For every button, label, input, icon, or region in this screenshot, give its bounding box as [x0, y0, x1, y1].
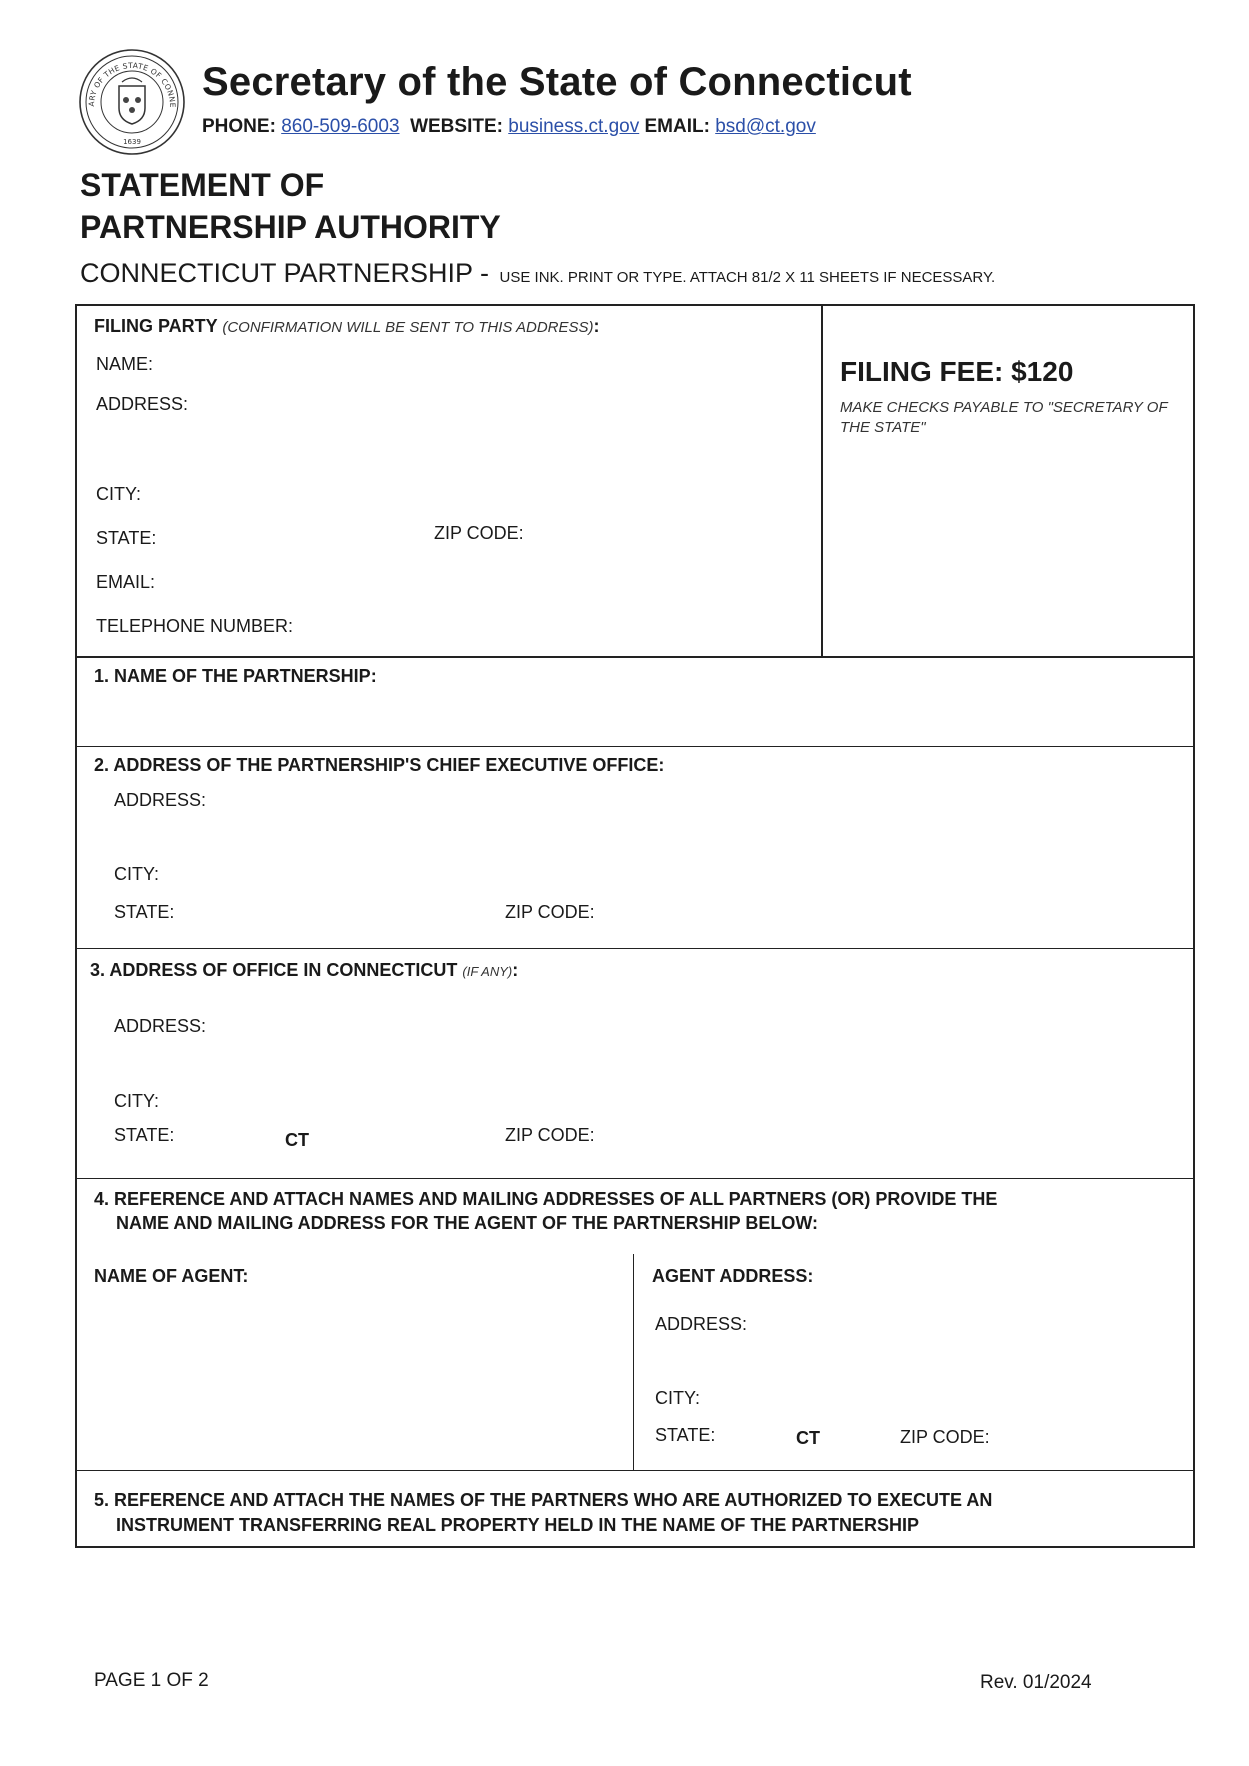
instructions-text: USE INK. PRINT OR TYPE. ATTACH 81/2 X 11 SHEETS IF NECESSARY.: [499, 269, 996, 286]
filing-fee-note: MAKE CHECKS PAYABLE TO "SECRETARY OF THE STATE": [840, 399, 1168, 436]
svg-text:SECRETARY OF THE STATE OF CONN: ARY OF THE STATE OF CONNE: [86, 60, 178, 108]
section3-title: 3. ADDRESS OF OFFICE IN CONNECTICUT: [90, 960, 458, 980]
agent-name-field[interactable]: NAME OF AGENT:: [94, 1266, 249, 1286]
ceo-state-field[interactable]: STATE:: [114, 902, 175, 922]
filing-city-field[interactable]: CITY:: [96, 484, 142, 504]
agent-address-field[interactable]: ADDRESS:: [655, 1314, 748, 1334]
ct-office-city-field[interactable]: CITY:: [114, 1091, 160, 1111]
form-subtitle: [80, 258, 995, 289]
agent-city-field[interactable]: CITY:: [655, 1388, 701, 1408]
form-title-line2: PARTNERSHIP AUTHORITY: [80, 209, 501, 245]
section4-heading-line1: 4. REFERENCE AND ATTACH NAMES AND MAILING ADDRESSES OF ALL PARTNERS (OR) PROVIDE THE: [94, 1189, 998, 1209]
ct-office-zip-field[interactable]: ZIP CODE:: [505, 1125, 595, 1145]
filing-zip-field[interactable]: ZIP CODE:: [434, 523, 524, 543]
divider-4-5: [75, 1470, 1195, 1471]
section3-colon: :: [512, 960, 519, 980]
partnership-name-input[interactable]: [94, 696, 1174, 740]
website-label: WEBSITE:: [410, 116, 503, 137]
divider-2-3: [75, 948, 1195, 949]
ceo-city-field[interactable]: CITY:: [114, 864, 160, 884]
section5-heading-line1: 5. REFERENCE AND ATTACH THE NAMES OF THE PARTNERS WHO ARE AUTHORIZED TO EXECUTE AN: [94, 1490, 993, 1510]
seal-icon: [78, 48, 186, 156]
email-label: EMAIL:: [644, 116, 710, 137]
state-seal-logo: [78, 48, 186, 156]
divider-1-2: [75, 746, 1195, 747]
section4-heading-line2: NAME AND MAILING ADDRESS FOR THE AGENT OF THE PARTNERSHIP BELOW:: [116, 1213, 819, 1233]
website-link[interactable]: business.ct.gov: [508, 116, 640, 137]
page-number: PAGE 1 OF 2: [94, 1670, 209, 1691]
ct-office-address-field[interactable]: ADDRESS:: [114, 1016, 207, 1036]
filing-party-colon: :: [593, 316, 600, 336]
filing-party-title: FILING PARTY: [94, 316, 218, 336]
filing-name-field[interactable]: NAME:: [96, 354, 154, 374]
agent-zip-field[interactable]: ZIP CODE:: [900, 1427, 990, 1447]
page-title: Secretary of the State of Connecticut: [202, 60, 912, 104]
ct-office-state-value: CT: [285, 1130, 309, 1150]
phone-label: PHONE:: [202, 116, 276, 137]
section2-heading: 2. ADDRESS OF THE PARTNERSHIP'S CHIEF EXECUTIVE OFFICE:: [94, 755, 665, 775]
agent-address-heading: AGENT ADDRESS:: [652, 1266, 814, 1286]
email-link[interactable]: bsd@ct.gov: [715, 116, 816, 137]
filing-party-heading: [94, 316, 600, 337]
phone-link[interactable]: 860-509-6003: [281, 116, 400, 137]
ct-office-state-field[interactable]: STATE:: [114, 1125, 175, 1145]
filing-fee: FILING FEE: $120: [840, 356, 1074, 387]
filing-party-note: (CONFIRMATION WILL BE SENT TO THIS ADDRESS): [222, 319, 594, 336]
section5-heading-line2: INSTRUMENT TRANSFERRING REAL PROPERTY HELD IN THE NAME OF THE PARTNERSHIP: [116, 1515, 920, 1535]
ceo-address-field[interactable]: ADDRESS:: [114, 790, 207, 810]
agent-state-field[interactable]: STATE:: [655, 1425, 716, 1445]
ceo-zip-field[interactable]: ZIP CODE:: [505, 902, 595, 922]
revision-date: Rev. 01/2024: [980, 1672, 1092, 1693]
filing-fee-divider: [821, 304, 823, 658]
sections-box: [75, 656, 1195, 1548]
subtitle-text: CONNECTICUT PARTNERSHIP -: [80, 258, 490, 288]
agent-divider: [633, 1254, 634, 1470]
section3-note: (IF ANY): [462, 964, 513, 979]
filing-state-field[interactable]: STATE:: [96, 528, 157, 548]
form-title: [80, 164, 501, 248]
filing-address-field[interactable]: ADDRESS:: [96, 394, 189, 414]
agent-state-value: CT: [796, 1428, 820, 1448]
form-title-line1: STATEMENT OF: [80, 167, 325, 203]
section3-heading: [90, 960, 518, 981]
contact-line: [202, 116, 816, 138]
section1-heading: 1. NAME OF THE PARTNERSHIP:: [94, 666, 377, 686]
filing-telephone-field[interactable]: TELEPHONE NUMBER:: [96, 616, 294, 636]
svg-text:1639: 1639: [123, 138, 141, 146]
divider-3-4: [75, 1178, 1195, 1179]
filing-email-field[interactable]: EMAIL:: [96, 572, 156, 592]
